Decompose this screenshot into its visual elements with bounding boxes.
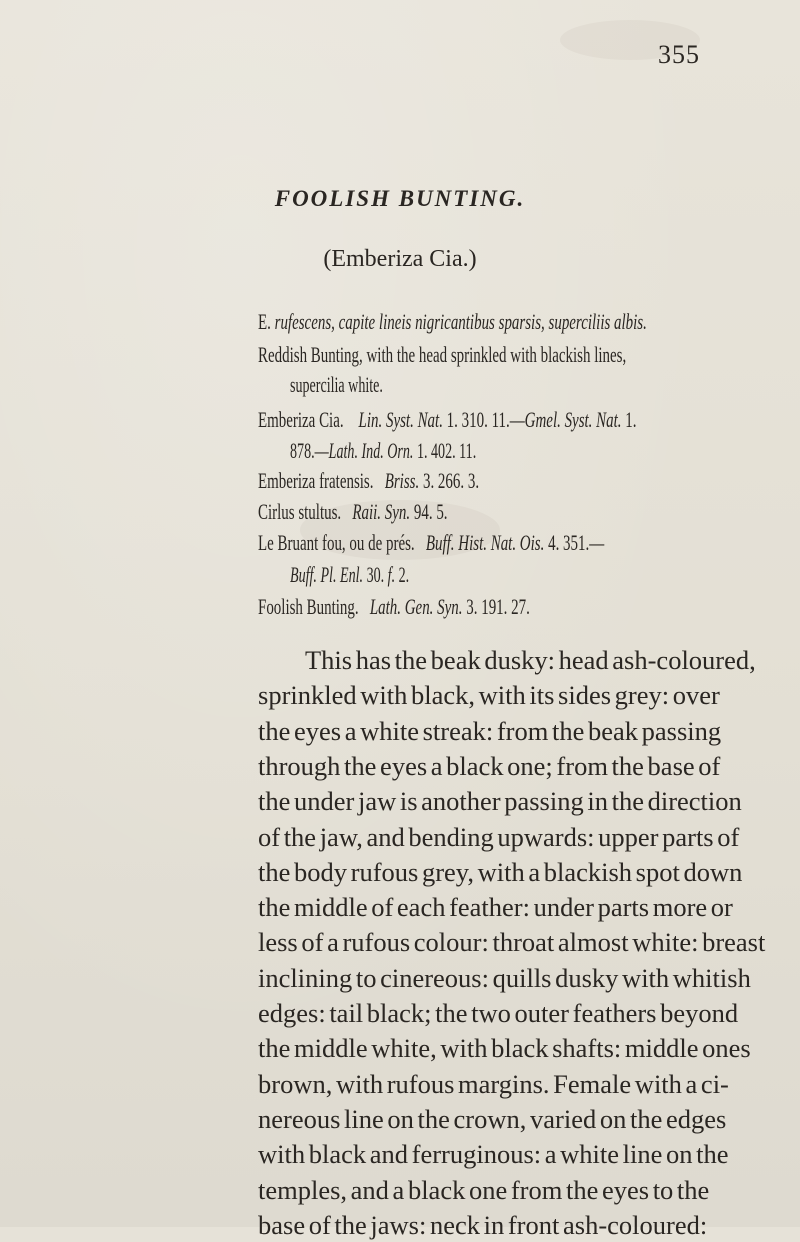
synonymy-fragment: 878.— (290, 438, 329, 463)
synonymy-fragment: Lin. Syst. Nat. (358, 407, 443, 432)
synonymy-fragment: Emberiza fratensis. (258, 468, 385, 493)
text-line: brown, with rufous margins. Female with a ci- (258, 1069, 729, 1099)
synonymy-fragment: Buff. Hist. Nat. Ois. (425, 530, 545, 555)
synonymy-fragment: E. (258, 309, 275, 334)
synonymy-line (258, 592, 790, 622)
synonymy-fragment: Buff. Pl. Enl. (290, 562, 364, 587)
text-line: temples, and a black one from the eyes to the (258, 1175, 710, 1205)
synonymy-line (258, 466, 790, 496)
synonymy-fragment: 4. 351.— (544, 530, 605, 555)
synonymy-line (258, 528, 790, 558)
synonymy-fragment: Briss. (384, 468, 420, 493)
synonymy-fragment: Emberiza Cia. (258, 407, 359, 432)
synonymy-fragment: Cirlus stultus. (258, 499, 353, 524)
synonymy-line (258, 307, 790, 337)
text-line: the under jaw is another passing in the direction (258, 786, 742, 816)
text-line: nereous line on the crown, varied on the edges (258, 1104, 727, 1134)
synonymy-fragment: 1. (621, 407, 637, 432)
synonymy-fragment: 3. 266. 3. (419, 468, 480, 493)
text-line: the eyes a white streak: from the beak passing (258, 716, 722, 746)
text-line: less of a rufous colour: throat almost white: breast (258, 927, 766, 957)
synonymy-fragment: 2. (395, 562, 410, 587)
synonymy-fragment: Le Bruant fou, ou de prés. (258, 530, 426, 555)
page-title: FOOLISH BUNTING. (274, 186, 526, 211)
synonymy-fragment: supercilia white. (290, 372, 383, 397)
synonymy-line (258, 405, 790, 435)
text-line: This has the beak dusky: head ash-coloured, (305, 645, 756, 675)
synonymy-line (258, 340, 790, 370)
page-number: 355 (658, 40, 700, 69)
synonymy-fragment: Gmel. Syst. Nat. (524, 407, 622, 432)
species-name: (Emberiza Cia.) (323, 246, 477, 272)
synonymy-fragment: 3. 191. 27. (462, 594, 530, 619)
synonymy-line (290, 560, 790, 590)
synonymy-fragment: f. (387, 562, 396, 587)
text-line: inclining to cinereous: quills dusky with whitish (258, 963, 751, 993)
synonymy-fragment: Foolish Bunting. (258, 594, 370, 619)
text-line: base of the jaws: neck in front ash-coloured: (258, 1210, 708, 1240)
text-line: the body rufous grey, with a blackish spot down (258, 857, 743, 887)
synonymy-fragment: Lath. Gen. Syn. (369, 594, 463, 619)
text-line: of the jaw, and bending upwards: upper parts of (258, 822, 740, 852)
synonymy-fragment: 1. 402. 11. (413, 438, 477, 463)
synonymy-fragment: rufescens, capite lineis nigricantibus sparsis, superciliis albis. (274, 309, 647, 334)
text-line: the middle of each feather: under parts more or (258, 892, 733, 922)
synonymy-fragment: 1. 310. 11.— (442, 407, 525, 432)
synonymy-fragment: 94. 5. (410, 499, 448, 524)
text-line: through the eyes a black one; from the base of (258, 751, 721, 781)
synonymy-line (290, 370, 790, 400)
synonymy-line (290, 436, 790, 466)
synonymy-line (258, 497, 790, 527)
synonymy-fragment: Reddish Bunting, with the head sprinkled with blackish lines, (258, 342, 627, 367)
text-line: sprinkled with black, with its sides grey: over (258, 680, 720, 710)
text-line: edges: tail black; the two outer feathers beyond (258, 998, 739, 1028)
synonymy-fragment: Raii. Syn. (352, 499, 411, 524)
text-line: the middle white, with black shafts: middle ones (258, 1033, 751, 1063)
synonymy-fragment: 30. (363, 562, 388, 587)
text-line: with black and ferruginous: a white line on the (258, 1139, 729, 1169)
synonymy-fragment: Lath. Ind. Orn. (328, 438, 414, 463)
